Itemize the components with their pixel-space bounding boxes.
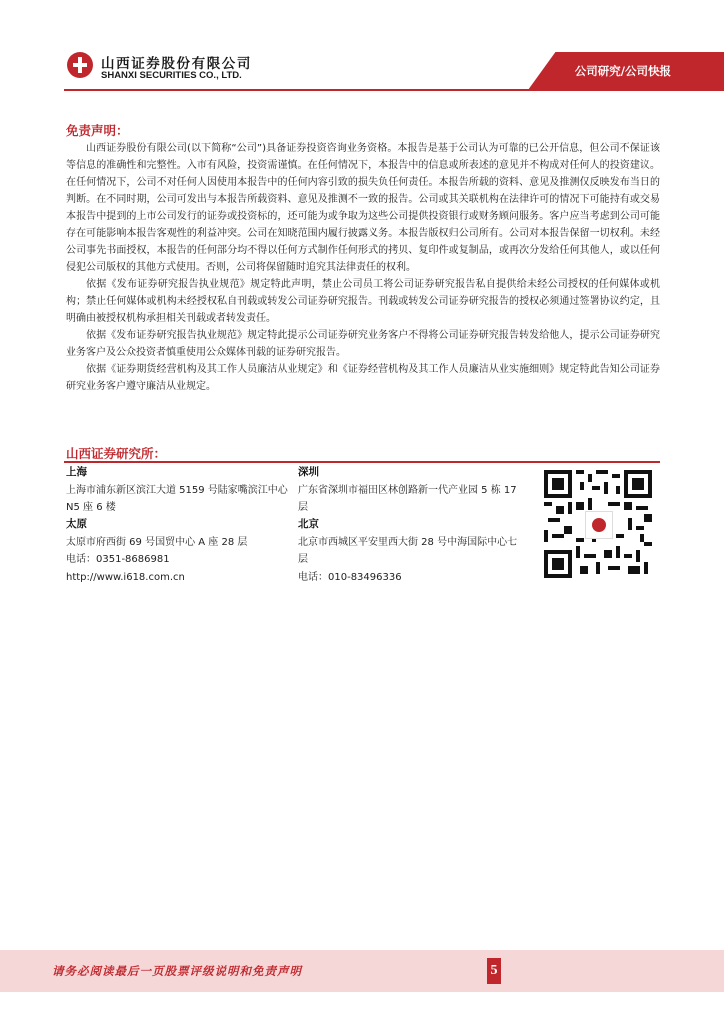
- header-divider: [64, 89, 724, 91]
- disclaimer-body: [66, 140, 660, 395]
- research-title: 山西证券研究所：: [66, 446, 167, 461]
- office-phone: 电话：0351-8686981: [66, 554, 170, 565]
- office-city: 深圳: [298, 466, 319, 478]
- disclaimer-paragraph: 依据《证券期货经营机构及其工作人员廉洁从业规定》和《证券经营机构及其工作人员廉洁从业实施细则》规定特此告知公司证券研究业务客户遵守廉洁从业规定。: [66, 364, 660, 392]
- office-city: 上海: [66, 466, 87, 478]
- office-address: 上海市浦东新区滨江大道 5159 号陆家嘴滨江中心 N5 座 6 楼: [66, 484, 288, 513]
- section-tag: 公司研究/公司快报: [574, 64, 671, 78]
- office-beijing: [298, 516, 523, 586]
- page-number: 5: [487, 958, 501, 984]
- office-address: 北京市西城区平安里西大街 28 号中海国际中心七层: [298, 536, 518, 565]
- qr-code-icon: [544, 470, 652, 578]
- qr-center-logo-icon: [585, 511, 613, 539]
- disclaimer-paragraph: 依据《发布证券研究报告执业规范》规定特此提示公司证券研究业务客户不得将公司证券研究报告转发给他人，提示公司证券研究业务客户及公众投资者慎重使用公众媒体刊载的证券研究报告。: [66, 330, 660, 358]
- company-name-cn: 山西证券股份有限公司: [101, 56, 252, 72]
- footer-notice: 请务必阅读最后一页股票评级说明和免责声明: [52, 964, 302, 978]
- office-shenzhen: [298, 464, 523, 517]
- company-logo-icon: [67, 52, 93, 78]
- office-shanghai: [66, 464, 291, 517]
- office-address: 广东省深圳市福田区林创路新一代产业园 5 栋 17 层: [298, 484, 517, 513]
- disclaimer-title: 免责声明：: [66, 123, 129, 138]
- office-address: 太原市府西街 69 号国贸中心 A 座 28 层: [66, 536, 248, 548]
- research-divider: [64, 461, 660, 463]
- office-phone: 电话：010-83496336: [298, 571, 402, 583]
- disclaimer-paragraph: 山西证券股份有限公司(以下简称“公司”)具备证券投资咨询业务资格。本报告是基于公司认为可靠的已公开信息，但公司不保证该等信息的准确性和完整性。入市有风险，投资需谨慎。在任何情况下，本报告中的信息或所表述的意见并不构成对任何人的投资建议。在任何情况下，公司不对任何人因使用本报告中的任何内容引致的损失负任何责任。本报告所载的资料、意见及推测仅反映发布当日的判断。在不同时期，公司可发出与本报告所载资料、意见及推测不一致的报告。公司或其关联机构在法律许可的情况下可能持有或交易本报告中提到的上市公司发行的证券或投资标的，还可能为或争取为这些公司提供投资银行或财务顾问服务。客户应当考虑到公司可能存在可能影响本报告客观性的利益冲突。公司在知晓范围内履行披露义务。本报告版权归公司所有。公司对本报告保留一切权利。未经公司事先书面授权，本报告的任何部分均不得以任何方式制作任何形式的拷贝、复印件或复制品，或再次分发给任何其他人，或以任何侵犯公司版权的其他方式使用。否则，公司将保留随时追究其法律责任的权利。: [66, 143, 660, 273]
- office-city: 太原: [66, 518, 87, 530]
- disclaimer-paragraph: 依据《发布证券研究报告执业规范》规定特此声明，禁止公司员工将公司证券研究报告私自提供给未经公司授权的任何媒体或机构；禁止任何媒体或机构未经授权私自刊载或转发公司证券研究报告。刊载或转发公司证券研究报告的授权必须通过签署协议约定，且明确由被授权机构承担相关刊载或者转发责任。: [66, 279, 660, 324]
- office-city: 北京: [298, 518, 319, 530]
- company-name-en: SHANXI SECURITIES CO., LTD.: [101, 70, 242, 81]
- office-taiyuan: [66, 516, 291, 586]
- website-link[interactable]: http://www.i618.com.cn: [66, 571, 185, 583]
